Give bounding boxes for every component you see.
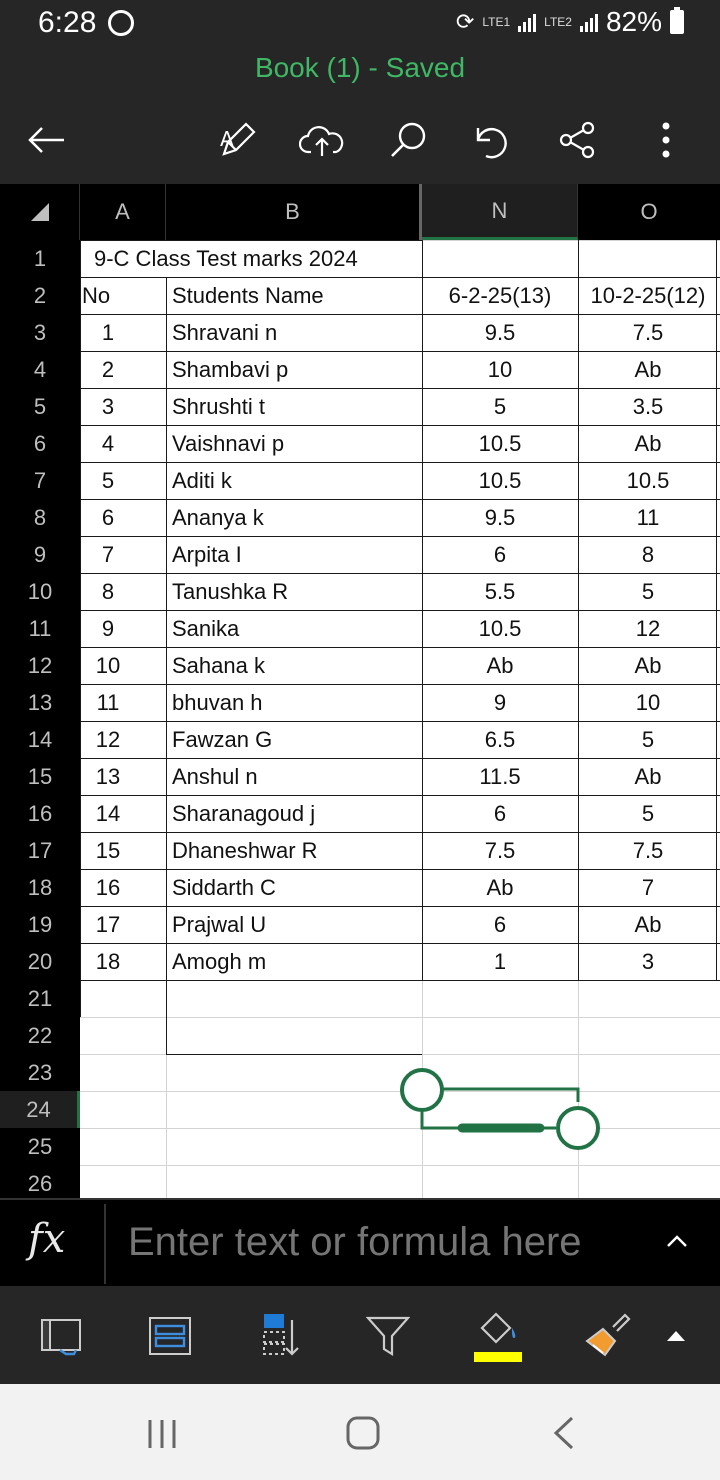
table-cell[interactable]: 10: [635, 689, 661, 715]
row-header[interactable]: 1: [0, 240, 80, 277]
table-cell[interactable]: Sharanagoud j: [172, 800, 316, 826]
formula-input[interactable]: [128, 1214, 648, 1270]
table-cell[interactable]: 7: [641, 874, 655, 900]
table-cell[interactable]: 10.5: [626, 467, 670, 493]
recent-apps-icon[interactable]: [146, 1418, 178, 1450]
table-cell[interactable]: Tanushka R: [172, 578, 289, 604]
table-cell[interactable]: 1: [101, 319, 115, 345]
table-cell[interactable]: Ab: [486, 874, 514, 900]
function-fx-icon[interactable]: fx: [28, 1216, 66, 1262]
sheet-title-cell[interactable]: 9-C Class Test marks 2024: [94, 245, 358, 271]
filter-funnel-icon: [366, 1314, 410, 1358]
table-cell[interactable]: 2: [101, 356, 115, 382]
table-cell[interactable]: 12: [635, 615, 661, 641]
back-nav-icon[interactable]: [552, 1416, 576, 1450]
table-cell[interactable]: 10.5: [478, 467, 522, 493]
caret-up-icon: [665, 1329, 687, 1343]
row-header[interactable]: 9: [0, 536, 80, 573]
table-cell[interactable]: 10.5: [478, 430, 522, 456]
table-cell[interactable]: 3: [641, 948, 655, 974]
cloud-upload-icon: [299, 122, 345, 158]
row-header[interactable]: 21: [0, 980, 80, 1017]
table-cell[interactable]: 10.5: [478, 615, 522, 641]
table-cell[interactable]: 7.5: [632, 837, 664, 863]
table-cell[interactable]: 5.5: [484, 578, 516, 604]
format-painter-icon: [583, 1313, 633, 1359]
table-cell[interactable]: 7.5: [632, 319, 664, 345]
table-cell[interactable]: Prajwal U: [172, 911, 267, 937]
chevron-up-icon: [666, 1234, 688, 1248]
table-cell[interactable]: Shravani n: [172, 319, 278, 345]
table-cell[interactable]: Sanika: [172, 615, 240, 641]
signal-2-icon: [580, 12, 598, 32]
table-cell[interactable]: 6: [493, 541, 507, 567]
row-header[interactable]: 7: [0, 462, 80, 499]
table-cell[interactable]: 6: [493, 800, 507, 826]
table-cell[interactable]: Amogh m: [172, 948, 267, 974]
row-header[interactable]: 5: [0, 388, 80, 425]
table-cell[interactable]: 5: [641, 726, 655, 752]
table-cell[interactable]: 6.5: [484, 726, 516, 752]
format-cells-icon: [146, 1316, 194, 1356]
row-header[interactable]: 12: [0, 647, 80, 684]
select-all-triangle-icon: [29, 201, 51, 223]
row-header[interactable]: 14: [0, 721, 80, 758]
row-header[interactable]: 19: [0, 906, 80, 943]
network-2-label: LTE2: [544, 14, 572, 29]
table-cell[interactable]: Ananya k: [172, 504, 264, 530]
column-header-b[interactable]: B: [166, 184, 422, 240]
row-header[interactable]: 17: [0, 832, 80, 869]
table-cell[interactable]: 9: [493, 689, 507, 715]
expand-toolbar-button[interactable]: [646, 1306, 706, 1366]
document-title: Book (1) - Saved: [254, 52, 466, 83]
gridline-h: [80, 1165, 720, 1166]
row-header[interactable]: 4: [0, 351, 80, 388]
table-cell[interactable]: Arpita I: [172, 541, 242, 567]
search-icon: [388, 120, 428, 160]
edit-button[interactable]: [210, 112, 266, 168]
table-cell[interactable]: 16: [95, 874, 121, 900]
whatsapp-icon: [108, 10, 134, 36]
table-cell[interactable]: Fawzan G: [172, 726, 273, 752]
table-cell[interactable]: 10: [95, 652, 121, 678]
signal-1-icon: [518, 12, 536, 32]
table-cell[interactable]: 18: [95, 948, 121, 974]
header-cell[interactable]: Students Name: [172, 282, 324, 308]
table-cell[interactable]: 8: [641, 541, 655, 567]
status-indicators: [456, 6, 684, 38]
table-cell[interactable]: Shambavi p: [172, 356, 289, 382]
table-cell[interactable]: Aditi k: [172, 467, 232, 493]
more-vertical-icon: [660, 120, 672, 160]
table-cell[interactable]: 6: [101, 504, 115, 530]
table-cell[interactable]: 11: [636, 504, 660, 530]
table-cell[interactable]: 11: [96, 689, 120, 715]
format-cells-button[interactable]: [140, 1306, 200, 1366]
bottom-toolbar: [0, 1288, 720, 1384]
table-cell[interactable]: 5: [641, 800, 655, 826]
row-header[interactable]: 20: [0, 943, 80, 980]
expand-formula-button[interactable]: [664, 1228, 690, 1254]
table-cell[interactable]: Siddarth C: [172, 874, 276, 900]
sort-button[interactable]: [248, 1306, 308, 1366]
table-cell[interactable]: 13: [95, 763, 121, 789]
header-cell[interactable]: 10-2-25(12): [590, 282, 706, 308]
system-nav-bar: [0, 1384, 720, 1480]
row-header[interactable]: 3: [0, 314, 80, 351]
status-bar: [0, 0, 720, 48]
battery-icon: [670, 10, 684, 34]
pen-edit-icon: [218, 120, 258, 160]
row-header[interactable]: 23: [0, 1054, 80, 1091]
table-cell[interactable]: Vaishnavi p: [172, 430, 285, 456]
spreadsheet-grid[interactable]: [0, 184, 720, 1198]
home-icon[interactable]: [344, 1414, 382, 1452]
column-header-o[interactable]: O: [578, 184, 720, 240]
column-header-a[interactable]: A: [80, 184, 166, 240]
freeze-panes-icon: [40, 1316, 84, 1356]
border: [80, 980, 720, 981]
filter-button[interactable]: [358, 1306, 418, 1366]
table-cell[interactable]: 9.5: [484, 504, 516, 530]
gridline-h: [80, 1017, 720, 1018]
sort-icon: [254, 1312, 302, 1360]
table-cell[interactable]: 1: [493, 948, 507, 974]
table-cell[interactable]: 11.5: [479, 763, 521, 789]
table-cell[interactable]: 4: [101, 430, 115, 456]
rotate-icon: ⟳: [455, 9, 475, 34]
table-cell[interactable]: 9.5: [484, 319, 516, 345]
table-cell[interactable]: 12: [95, 726, 121, 752]
svg-text:A: A: [220, 127, 234, 151]
more-options-button[interactable]: [638, 112, 694, 168]
cloud-upload-button[interactable]: [294, 112, 350, 168]
table-cell[interactable]: Shrushti t: [172, 393, 265, 419]
network-1-label: LTE1: [482, 14, 511, 29]
table-cell[interactable]: Ab: [634, 356, 662, 382]
table-cell[interactable]: 7.5: [484, 837, 516, 863]
status-time: 6:28: [38, 6, 97, 39]
header-cell[interactable]: No: [82, 282, 111, 308]
table-cell[interactable]: 8: [101, 578, 115, 604]
row-header[interactable]: 26: [0, 1165, 80, 1198]
formula-divider: [104, 1204, 106, 1284]
table-cell[interactable]: 3.5: [632, 393, 664, 419]
header-cell[interactable]: 6-2-25(13): [448, 282, 552, 308]
row-header[interactable]: 13: [0, 684, 80, 721]
table-cell[interactable]: Ab: [634, 652, 662, 678]
table-cell[interactable]: Ab: [634, 763, 662, 789]
table-cell[interactable]: Ab: [486, 652, 514, 678]
search-button[interactable]: [380, 112, 436, 168]
selection-handles[interactable]: [398, 1064, 604, 1156]
row-header[interactable]: 25: [0, 1128, 80, 1165]
table-cell[interactable]: Ab: [634, 430, 662, 456]
table-cell[interactable]: Sahana k: [172, 652, 265, 678]
select-all-corner[interactable]: [0, 184, 80, 240]
back-button[interactable]: [18, 112, 74, 168]
table-cell[interactable]: 3: [101, 393, 115, 419]
table-cell[interactable]: 5: [493, 393, 507, 419]
row-header[interactable]: 2: [0, 277, 80, 314]
row-header[interactable]: 24: [0, 1091, 80, 1128]
freeze-panes-button[interactable]: [32, 1306, 92, 1366]
table-cell[interactable]: bhuvan h: [172, 689, 263, 715]
table-cell[interactable]: 14: [95, 800, 121, 826]
table-cell[interactable]: 9: [101, 615, 115, 641]
back-arrow-icon: [26, 125, 66, 155]
paint-bucket-icon: [468, 1306, 528, 1366]
row-header[interactable]: 11: [0, 610, 80, 647]
table-cell[interactable]: Ab: [634, 911, 662, 937]
row-header[interactable]: 10: [0, 573, 80, 610]
table-cell[interactable]: 10: [487, 356, 513, 382]
column-header-n[interactable]: N: [422, 184, 578, 240]
share-button[interactable]: [550, 112, 606, 168]
row-header[interactable]: 8: [0, 499, 80, 536]
row-header[interactable]: 16: [0, 795, 80, 832]
fill-color-button[interactable]: [468, 1306, 528, 1366]
row-header[interactable]: 6: [0, 425, 80, 462]
row-header[interactable]: 22: [0, 1017, 80, 1054]
table-cell[interactable]: 5: [641, 578, 655, 604]
border: [166, 1054, 422, 1055]
undo-button[interactable]: [464, 112, 520, 168]
share-icon: [558, 120, 598, 160]
table-cell[interactable]: Anshul n: [172, 763, 258, 789]
format-painter-button[interactable]: [578, 1306, 638, 1366]
row-header[interactable]: 15: [0, 758, 80, 795]
row-header[interactable]: 18: [0, 869, 80, 906]
table-cell[interactable]: 15: [95, 837, 121, 863]
table-cell[interactable]: 17: [95, 911, 121, 937]
table-cell[interactable]: 5: [101, 467, 115, 493]
top-toolbar: [0, 100, 720, 184]
table-cell[interactable]: 7: [101, 541, 115, 567]
battery-level: 82%: [605, 6, 662, 37]
table-cell[interactable]: 6: [493, 911, 507, 937]
table-cell[interactable]: Dhaneshwar R: [172, 837, 318, 863]
undo-icon: [472, 120, 512, 160]
